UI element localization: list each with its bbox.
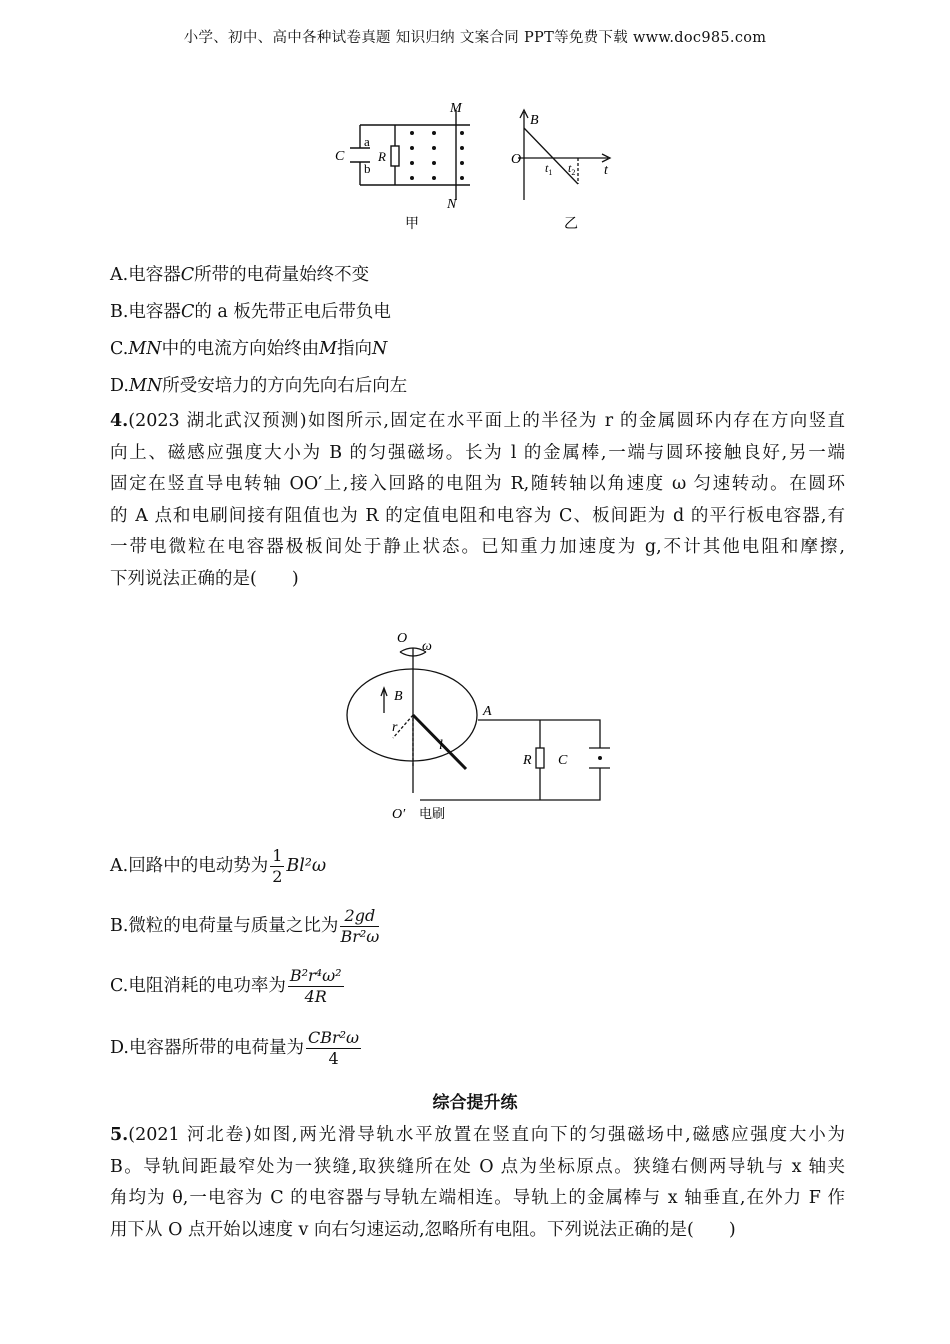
label-b: b [364,161,371,176]
q5-source: (2021 河北卷) [128,1125,252,1145]
label-R: R [378,149,386,164]
label-r: r [392,720,398,735]
label-brush: 电刷 [419,806,446,821]
caption-jia: 甲 [405,217,419,232]
q4-option-a[interactable]: A.回路中的电动势为 $\frac{1}{2}$ Bl²ω [110,846,327,886]
q4-number: 4. [110,411,129,431]
fraction: $\frac{1}{2}$ [272,846,283,886]
label-O: O [511,152,522,167]
label-a: a [364,134,370,149]
q4-stem: 4.(2023 湖北武汉预测)如图所示,固定在水平面上的半径为 r 的金属圆环内存在方向竖直 向上、磁感应强度大小为 B 的匀强磁场。长为 l 的金属棒,一端与圆环接触良好,另一端 固定在竖直导电转轴 OO′上,接入回路的电阻为 R,随转轴以角速度 ω 匀速转动。在圆环 的 A 点和电刷间接有阻值也为 R 的定值电阻和电容为 C、板间距为 d 的平行板电容器,有 一带电微粒在电容器极板间处于静止状态。已知重力加速度为 g,不计其他电阻和摩擦, 下列说法正确的是( ) [110,411,845,589]
label-Oprime: O′ [392,807,406,822]
label-M: M [450,101,462,116]
q3-option-a[interactable]: A.电容器C所带的电荷量始终不变 [110,265,370,285]
q3-option-c[interactable]: C.MN中的电流方向始终由M指向N [110,339,388,359]
fraction: $\frac{2gd}{\text{Br²ω}}$ [340,906,380,946]
label-A: A [483,704,492,719]
label-C: C [335,149,345,164]
label-N: N [447,197,457,212]
figure-circuit-graph [330,100,630,235]
figure-rotating-rod [340,628,610,828]
fraction: $\frac{\text{B²r⁴ω²}}{4R}$ [289,966,342,1006]
label-t: t [604,163,608,178]
q4-source: (2023 湖北武汉预测) [128,411,307,431]
label-R: R [523,753,532,768]
label-l: l [439,738,443,753]
q4-option-c[interactable]: C.电阻消耗的电功率为 $\frac{\text{B²r⁴ω²}}{4R}$ [110,966,342,1006]
caption-yi: 乙 [564,217,578,232]
page-header: 小学、初中、高中各种试卷真题 知识归纳 文案合同 PPT等免费下载 www.doc985.com [183,30,767,46]
label-C: C [558,753,568,768]
circuit-jia [350,110,470,200]
label-t1: $t_1$ [545,161,553,177]
label-omega: ω [422,639,432,654]
q5-number: 5. [110,1125,129,1145]
section-title: 综合提升练 [432,1093,518,1113]
label-t2: $t_2$ [568,161,576,177]
q3-option-b[interactable]: B.电容器C的 a 板先带正电后带负电 [110,302,391,322]
q3-option-d[interactable]: D.MN所受安培力的方向先向右后向左 [110,376,408,396]
label-B: B [530,113,539,128]
q4-option-b[interactable]: B.微粒的电荷量与质量之比为 $\frac{2gd}{\text{Br²ω}}$ [110,906,380,946]
q4-option-d[interactable]: D.电容器所带的电荷量为 $\frac{\text{CBr²ω}}{4}$ [110,1028,360,1068]
label-O: O [397,631,408,646]
fraction: $\frac{\text{CBr²ω}}{4}$ [307,1028,360,1068]
q5-stem: 5.(2021 河北卷)如图,两光滑导轨水平放置在竖直向下的匀强磁场中,磁感应强度大小为 B。导轨间距最窄处为一狭缝,取狭缝所在处 O 点为坐标原点。狭缝右侧两导轨与 x 轴夹 角均为 θ,一电容为 C 的电容器与导轨左端相连。导轨上的金属棒与 x 轴垂直,在外力 F 作 用下从 O 点开始以速度 v 向右匀速运动,忽略所有电阻。下列说法正确的是( ) [110,1125,845,1240]
label-B: B [394,689,403,704]
